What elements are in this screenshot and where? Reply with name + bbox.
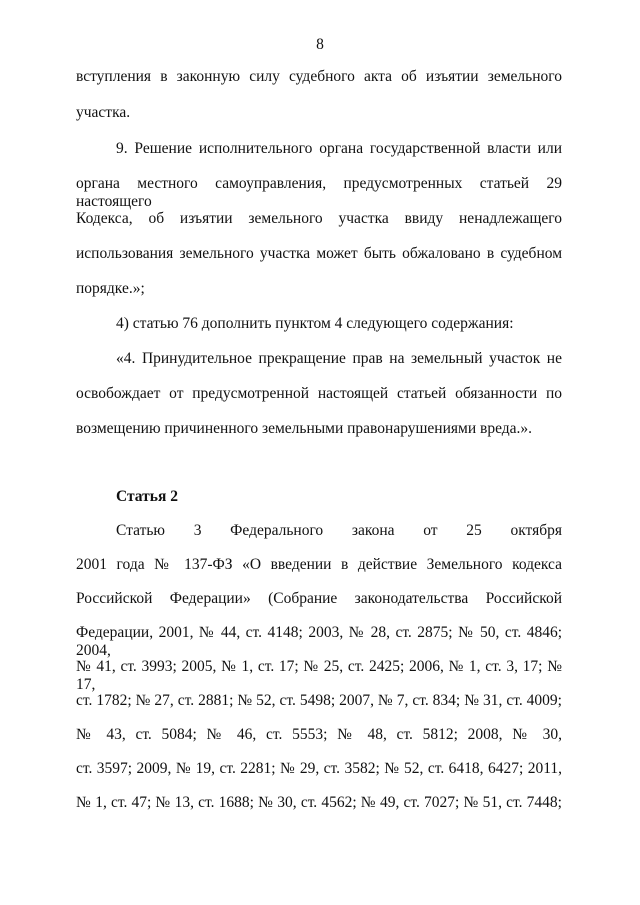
text-line: порядке.»; (76, 280, 145, 297)
text-line: 9. Решение исполнительного органа государственной власти или (116, 140, 562, 157)
text-line: Статью 3 Федерального закона от 25 октября (116, 522, 562, 539)
text-line: участка. (76, 104, 131, 121)
text-line: использования земельного участка может быть обжаловано в судебном (76, 245, 562, 262)
text-line: освобождает от предусмотренной настоящей статьей обязанности по (76, 385, 562, 402)
text-line: вступления в законную силу судебного акта об изъятии земельного (76, 68, 562, 85)
text-line: 4) статью 76 дополнить пунктом 4 следующего содержания: (116, 315, 514, 332)
text-line: № 1, ст. 47; № 13, ст. 1688; № 30, ст. 4562; № 49, ст. 7027; № 51, ст. 7448; (76, 794, 562, 811)
text-line: ст. 1782; № 27, ст. 2881; № 52, ст. 5498; 2007, № 7, ст. 834; № 31, ст. 4009; (76, 692, 562, 709)
text-line: возмещению причиненного земельными правонарушениями вреда.». (76, 420, 533, 437)
text-line: № 43, ст. 5084; № 46, ст. 5553; № 48, ст. 5812; 2008, № 30, (76, 726, 562, 743)
page-number: 8 (316, 36, 324, 53)
text-line: № 41, ст. 3993; 2005, № 1, ст. 17; № 25, ст. 2425; 2006, № 1, ст. 3, 17; № 17, (76, 658, 562, 693)
article-heading: Статья 2 (116, 488, 178, 505)
text-line: ст. 3597; 2009, № 19, ст. 2281; № 29, ст. 3582; № 52, ст. 6418, 6427; 2011, (76, 760, 562, 777)
text-line: «4. Принудительное прекращение прав на земельный участок не (116, 350, 562, 367)
text-line: Федерации, 2001, № 44, ст. 4148; 2003, № 28, ст. 2875; № 50, ст. 4846; 2004, (76, 624, 562, 659)
text-line: органа местного самоуправления, предусмотренных статьей 29 настоящего (76, 175, 562, 210)
text-line: Российской Федерации» (Собрание законодательства Российской (76, 590, 562, 607)
text-line: 2001 года № 137-ФЗ «О введении в действие Земельного кодекса (76, 556, 562, 573)
text-line: Кодекса, об изъятии земельного участка ввиду ненадлежащего (76, 210, 562, 227)
